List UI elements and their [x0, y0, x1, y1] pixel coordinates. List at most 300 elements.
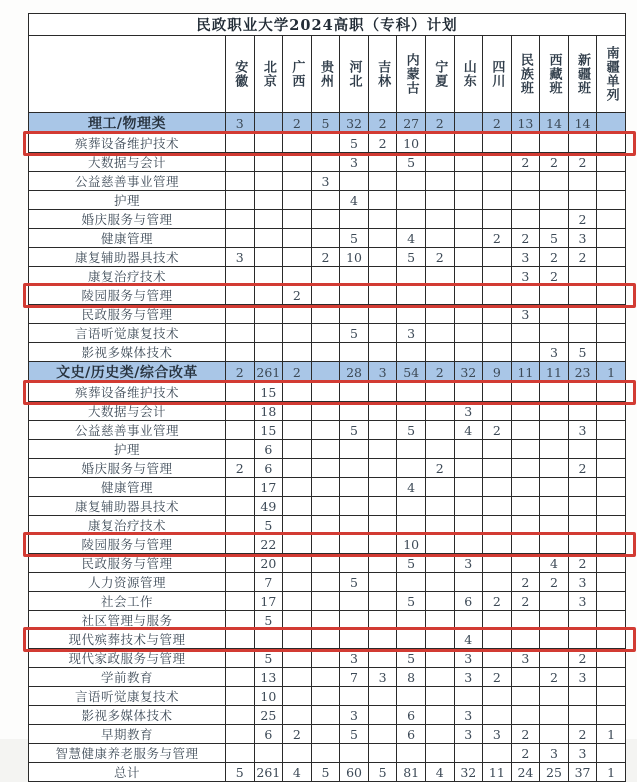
- cell-value: [368, 611, 397, 630]
- cell-value: [311, 134, 340, 153]
- cell-value: [368, 248, 397, 267]
- cell-value: [340, 459, 369, 478]
- column-header-label: 新疆班: [575, 53, 591, 95]
- cell-value: 14: [568, 113, 597, 134]
- cell-value: [597, 267, 626, 286]
- cell-value: 2: [568, 459, 597, 478]
- cell-value: [340, 172, 369, 191]
- cell-value: [540, 402, 569, 421]
- cell-value: [511, 630, 540, 649]
- cell-value: 11: [540, 362, 569, 383]
- cell-value: 1: [597, 725, 626, 744]
- cell-value: [254, 630, 283, 649]
- cell-value: 2: [511, 153, 540, 172]
- cell-value: [283, 383, 312, 402]
- cell-value: [511, 421, 540, 440]
- cell-value: [340, 516, 369, 535]
- cell-value: [425, 172, 454, 191]
- cell-value: [597, 286, 626, 305]
- cell-value: [226, 592, 255, 611]
- cell-value: [511, 497, 540, 516]
- cell-value: 7: [254, 573, 283, 592]
- cell-value: [368, 286, 397, 305]
- cell-value: [226, 402, 255, 421]
- cell-value: [226, 191, 255, 210]
- cell-value: [597, 134, 626, 153]
- table-row: [29, 324, 626, 343]
- cell-value: [483, 248, 512, 267]
- cell-value: [511, 668, 540, 687]
- cell-value: [597, 535, 626, 554]
- table-title: 民政职业大学2024高职（专科）计划: [29, 14, 626, 36]
- row-label: 护理: [29, 191, 226, 210]
- cell-value: 20: [254, 554, 283, 573]
- cell-value: 10: [397, 535, 426, 554]
- cell-value: 4: [397, 478, 426, 497]
- cell-value: [454, 497, 483, 516]
- cell-value: [311, 324, 340, 343]
- cell-value: [568, 286, 597, 305]
- cell-value: [425, 191, 454, 210]
- cell-value: [425, 592, 454, 611]
- cell-value: [283, 573, 312, 592]
- cell-value: [597, 421, 626, 440]
- cell-value: [454, 210, 483, 229]
- cell-value: 14: [540, 113, 569, 134]
- column-header-label: 北京: [260, 60, 276, 88]
- cell-value: [454, 248, 483, 267]
- cell-value: [568, 687, 597, 706]
- cell-value: 2: [483, 668, 512, 687]
- cell-value: 3: [511, 248, 540, 267]
- cell-value: [454, 267, 483, 286]
- cell-value: [397, 402, 426, 421]
- cell-value: [226, 172, 255, 191]
- cell-value: [511, 210, 540, 229]
- cell-value: [483, 478, 512, 497]
- cell-value: [568, 478, 597, 497]
- cell-value: 3: [540, 744, 569, 763]
- row-label: 言语听觉康复技术: [29, 324, 226, 343]
- column-header-label: 内蒙古: [403, 53, 419, 95]
- cell-value: 5: [397, 649, 426, 668]
- cell-value: [226, 229, 255, 248]
- cell-value: [226, 649, 255, 668]
- cell-value: [254, 153, 283, 172]
- cell-value: 4: [340, 191, 369, 210]
- table-row: [29, 229, 626, 248]
- cell-value: [368, 497, 397, 516]
- cell-value: [425, 649, 454, 668]
- cell-value: [283, 305, 312, 324]
- cell-value: 28: [340, 362, 369, 383]
- cell-value: 3: [540, 343, 569, 362]
- row-label: 社区管理与服务: [29, 611, 226, 630]
- cell-value: 3: [311, 172, 340, 191]
- column-header: [397, 36, 426, 113]
- row-label: 康复辅助器具技术: [29, 248, 226, 267]
- cell-value: [425, 478, 454, 497]
- table-row: [29, 611, 626, 630]
- table-row: [29, 535, 626, 554]
- cell-value: [483, 343, 512, 362]
- cell-value: [483, 305, 512, 324]
- cell-value: [597, 153, 626, 172]
- cell-value: [540, 421, 569, 440]
- cell-value: [254, 343, 283, 362]
- cell-value: [226, 210, 255, 229]
- table-row: [29, 478, 626, 497]
- cell-value: 5: [311, 113, 340, 134]
- row-label: 影视多媒体技术: [29, 343, 226, 362]
- cell-value: [368, 535, 397, 554]
- cell-value: 2: [540, 153, 569, 172]
- cell-value: [483, 744, 512, 763]
- cell-value: 81: [397, 763, 426, 782]
- cell-value: [311, 362, 340, 383]
- cell-value: [454, 516, 483, 535]
- cell-value: [454, 383, 483, 402]
- cell-value: [226, 706, 255, 725]
- cell-value: [311, 210, 340, 229]
- cell-value: [283, 687, 312, 706]
- cell-value: [483, 706, 512, 725]
- cell-value: 2: [311, 248, 340, 267]
- cell-value: [425, 229, 454, 248]
- column-header-label: 西藏班: [546, 53, 562, 95]
- cell-value: 3: [568, 668, 597, 687]
- cell-value: [597, 210, 626, 229]
- row-label: 殡葬设备维护技术: [29, 134, 226, 153]
- cell-value: [425, 440, 454, 459]
- cell-value: 2: [568, 210, 597, 229]
- table-row: [29, 459, 626, 478]
- table-row: [29, 744, 626, 763]
- cell-value: [283, 497, 312, 516]
- cell-value: 10: [397, 134, 426, 153]
- cell-value: 3: [568, 229, 597, 248]
- cell-value: [540, 535, 569, 554]
- cell-value: [568, 383, 597, 402]
- column-header-label: 民族班: [517, 53, 533, 95]
- cell-value: [368, 706, 397, 725]
- cell-value: 5: [397, 248, 426, 267]
- cell-value: 2: [425, 248, 454, 267]
- cell-value: [283, 191, 312, 210]
- cell-value: 4: [283, 763, 312, 782]
- cell-value: [425, 324, 454, 343]
- column-header: [568, 36, 597, 113]
- cell-value: [397, 210, 426, 229]
- table-row: [29, 191, 626, 210]
- cell-value: [226, 573, 255, 592]
- cell-value: [254, 172, 283, 191]
- cell-value: [511, 440, 540, 459]
- cell-value: [511, 383, 540, 402]
- cell-value: [368, 153, 397, 172]
- cell-value: 2: [368, 113, 397, 134]
- cell-value: 2: [425, 459, 454, 478]
- cell-value: [483, 535, 512, 554]
- cell-value: [425, 153, 454, 172]
- plan-table: [28, 13, 626, 782]
- cell-value: [483, 383, 512, 402]
- cell-value: [483, 611, 512, 630]
- cell-value: [540, 305, 569, 324]
- cell-value: [568, 172, 597, 191]
- cell-value: [597, 649, 626, 668]
- cell-value: 5: [340, 573, 369, 592]
- cell-value: 3: [568, 573, 597, 592]
- cell-value: 6: [454, 592, 483, 611]
- cell-value: 6: [397, 725, 426, 744]
- cell-value: 9: [483, 362, 512, 383]
- cell-value: [397, 573, 426, 592]
- cell-value: [511, 402, 540, 421]
- cell-value: [425, 421, 454, 440]
- cell-value: [226, 725, 255, 744]
- cell-value: 15: [254, 421, 283, 440]
- cell-value: 5: [340, 324, 369, 343]
- cell-value: [340, 267, 369, 286]
- cell-value: [597, 402, 626, 421]
- cell-value: 3: [226, 113, 255, 134]
- cell-value: [368, 649, 397, 668]
- cell-value: [568, 134, 597, 153]
- cell-value: 261: [254, 362, 283, 383]
- cell-value: 6: [254, 725, 283, 744]
- column-header-label: 河北: [346, 60, 362, 88]
- cell-value: [483, 172, 512, 191]
- cell-value: [368, 630, 397, 649]
- cell-value: [340, 383, 369, 402]
- cell-value: [311, 229, 340, 248]
- cell-value: [511, 134, 540, 153]
- cell-value: 5: [254, 649, 283, 668]
- cell-value: [511, 554, 540, 573]
- cell-value: [483, 324, 512, 343]
- cell-value: [568, 630, 597, 649]
- cell-value: 23: [568, 362, 597, 383]
- cell-value: [397, 630, 426, 649]
- cell-value: [454, 324, 483, 343]
- cell-value: [597, 229, 626, 248]
- row-label: 总计: [29, 763, 226, 782]
- column-header-label: 宁夏: [432, 60, 448, 88]
- row-label: 康复辅助器具技术: [29, 497, 226, 516]
- cell-value: [368, 324, 397, 343]
- cell-value: [483, 497, 512, 516]
- cell-value: [597, 630, 626, 649]
- cell-value: [454, 134, 483, 153]
- cell-value: [340, 210, 369, 229]
- cell-value: [340, 611, 369, 630]
- column-header: [597, 36, 626, 113]
- column-header: [540, 36, 569, 113]
- column-header-row: [29, 36, 626, 113]
- cell-value: [283, 744, 312, 763]
- cell-value: [397, 687, 426, 706]
- cell-value: 3: [368, 668, 397, 687]
- cell-value: 4: [397, 229, 426, 248]
- cell-value: [425, 687, 454, 706]
- cell-value: 6: [254, 440, 283, 459]
- table-row: [29, 210, 626, 229]
- table-row: [29, 725, 626, 744]
- cell-value: [311, 440, 340, 459]
- cell-value: [311, 573, 340, 592]
- cell-value: [540, 706, 569, 725]
- row-label: 陵园服务与管理: [29, 535, 226, 554]
- cell-value: 2: [511, 744, 540, 763]
- cell-value: [311, 706, 340, 725]
- cell-value: [226, 630, 255, 649]
- cell-value: [511, 706, 540, 725]
- cell-value: [597, 611, 626, 630]
- cell-value: [597, 324, 626, 343]
- cell-value: [311, 459, 340, 478]
- cell-value: [283, 267, 312, 286]
- cell-value: [597, 668, 626, 687]
- cell-value: [425, 744, 454, 763]
- cell-value: 5: [397, 421, 426, 440]
- cell-value: [368, 478, 397, 497]
- cell-value: [283, 402, 312, 421]
- cell-value: [597, 554, 626, 573]
- cell-value: [283, 210, 312, 229]
- column-header: [311, 36, 340, 113]
- cell-value: [311, 421, 340, 440]
- cell-value: [311, 554, 340, 573]
- cell-value: [311, 153, 340, 172]
- cell-value: [283, 440, 312, 459]
- cell-value: [540, 687, 569, 706]
- cell-value: 24: [511, 763, 540, 782]
- cell-value: [311, 497, 340, 516]
- cell-value: [425, 706, 454, 725]
- cell-value: 3: [454, 706, 483, 725]
- cell-value: 3: [568, 421, 597, 440]
- cell-value: [511, 324, 540, 343]
- cell-value: [340, 440, 369, 459]
- row-label: 健康管理: [29, 478, 226, 497]
- table-row: [29, 497, 626, 516]
- cell-value: [568, 402, 597, 421]
- column-header: [454, 36, 483, 113]
- cell-value: [397, 191, 426, 210]
- cell-value: [311, 191, 340, 210]
- cell-value: [597, 516, 626, 535]
- section-header-row: [29, 113, 626, 134]
- cell-value: [483, 649, 512, 668]
- cell-value: [483, 153, 512, 172]
- cell-value: [597, 383, 626, 402]
- cell-value: [368, 305, 397, 324]
- cell-value: [340, 744, 369, 763]
- cell-value: [483, 554, 512, 573]
- cell-value: [568, 611, 597, 630]
- cell-value: 2: [540, 267, 569, 286]
- row-label: 婚庆服务与管理: [29, 459, 226, 478]
- cell-value: 3: [226, 248, 255, 267]
- cell-value: 22: [254, 535, 283, 554]
- row-label: 民政服务与管理: [29, 554, 226, 573]
- cell-value: [226, 668, 255, 687]
- row-label: 社会工作: [29, 592, 226, 611]
- row-label: 民政服务与管理: [29, 305, 226, 324]
- cell-value: [368, 267, 397, 286]
- cell-value: [226, 554, 255, 573]
- table-row: [29, 592, 626, 611]
- cell-value: [597, 497, 626, 516]
- cell-value: 4: [425, 763, 454, 782]
- cell-value: [254, 210, 283, 229]
- cell-value: 4: [540, 554, 569, 573]
- cell-value: [540, 611, 569, 630]
- table-row: [29, 267, 626, 286]
- table-row: [29, 421, 626, 440]
- cell-value: [454, 440, 483, 459]
- cell-value: [311, 535, 340, 554]
- cell-value: [340, 592, 369, 611]
- row-label: 影视多媒体技术: [29, 706, 226, 725]
- cell-value: 2: [226, 459, 255, 478]
- cell-value: [311, 744, 340, 763]
- cell-value: [568, 497, 597, 516]
- cell-value: [368, 383, 397, 402]
- cell-value: 2: [425, 113, 454, 134]
- cell-value: 2: [568, 725, 597, 744]
- table-row: [29, 440, 626, 459]
- cell-value: [483, 402, 512, 421]
- cell-value: [483, 267, 512, 286]
- cell-value: [311, 725, 340, 744]
- cell-value: [540, 286, 569, 305]
- column-header-label: 四川: [489, 60, 505, 88]
- cell-value: [226, 343, 255, 362]
- table-row: [29, 248, 626, 267]
- cell-value: [368, 210, 397, 229]
- cell-value: [540, 440, 569, 459]
- cell-value: [425, 516, 454, 535]
- cell-value: 5: [254, 516, 283, 535]
- cell-value: [226, 440, 255, 459]
- cell-value: [397, 459, 426, 478]
- cell-value: [597, 573, 626, 592]
- cell-value: 5: [340, 134, 369, 153]
- column-header: [254, 36, 283, 113]
- cell-value: 2: [540, 668, 569, 687]
- cell-value: [254, 324, 283, 343]
- cell-value: [368, 191, 397, 210]
- cell-value: [597, 706, 626, 725]
- cell-value: 37: [568, 763, 597, 782]
- cell-value: 3: [340, 706, 369, 725]
- cell-value: [311, 592, 340, 611]
- column-header-label: 南疆单列: [603, 46, 619, 102]
- cell-value: [425, 134, 454, 153]
- cell-value: [340, 497, 369, 516]
- cell-value: [311, 611, 340, 630]
- cell-value: [597, 191, 626, 210]
- table-row: [29, 153, 626, 172]
- cell-value: [283, 611, 312, 630]
- cell-value: [340, 687, 369, 706]
- section-header-row: [29, 362, 626, 383]
- cell-value: 2: [511, 592, 540, 611]
- cell-value: [397, 744, 426, 763]
- cell-value: [283, 554, 312, 573]
